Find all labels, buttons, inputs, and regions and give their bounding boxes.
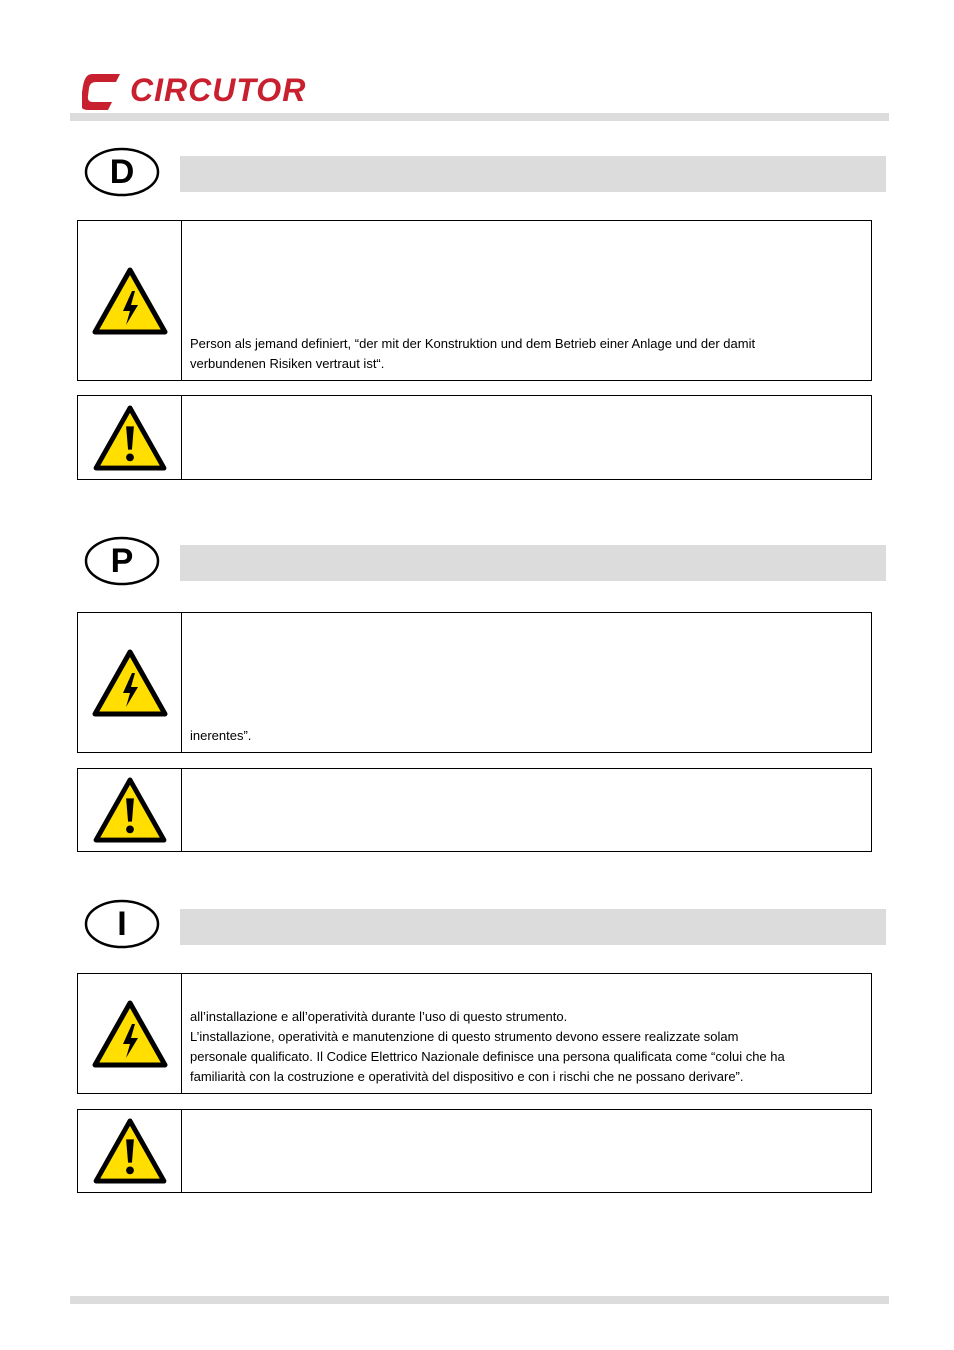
country-badge-d (84, 147, 160, 197)
country-code: D (109, 153, 135, 191)
warning-icon-cell (78, 974, 182, 1093)
warning-icon-cell (78, 396, 182, 479)
electrical-hazard-icon (92, 1000, 168, 1068)
country-badge-p (84, 536, 160, 586)
warning-icon-cell (78, 1110, 182, 1192)
warning-text-line: familiarità con la costruzione e operatività del dispositivo e con i rischi che ne possano derivare”. (190, 1069, 744, 1084)
warning-icon-cell (78, 769, 182, 851)
section-heading-bar (180, 156, 886, 192)
warning-text (190, 1007, 863, 1087)
warning-box-electrical (77, 220, 872, 381)
warning-icon-cell (78, 613, 182, 752)
warning-box-caution (77, 768, 872, 852)
warning-text-line: L’installazione, operatività e manutenzione di questo strumento devono essere realizzate solam (190, 1029, 739, 1044)
brand-name: CIRCUTOR (130, 72, 307, 108)
warning-box-electrical (77, 612, 872, 753)
header-rule (70, 113, 889, 121)
caution-icon (93, 777, 167, 843)
warning-text (190, 726, 863, 746)
warning-text-line: Person als jemand definiert, “der mit der Konstruktion und dem Betrieb einer Anlage und der damit (190, 336, 756, 351)
electrical-hazard-icon (92, 267, 168, 335)
caution-icon (93, 1118, 167, 1184)
warning-box-caution (77, 1109, 872, 1193)
warning-text (190, 334, 863, 374)
footer-rule (70, 1296, 889, 1304)
electrical-hazard-icon (92, 649, 168, 717)
warning-text-line: all’installazione e all’operatività durante l’uso di questo strumento. (190, 1009, 568, 1024)
warning-text-line: personale qualificato. Il Codice Elettrico Nazionale definisce una persona qualificata come “colui che ha (190, 1049, 785, 1064)
warning-text-line: verbundenen Risiken vertraut ist“. (190, 356, 385, 371)
section-heading-bar (180, 545, 886, 581)
country-badge-i (84, 899, 160, 949)
country-code: P (110, 542, 134, 580)
warning-box-electrical (77, 973, 872, 1094)
circutor-logo (82, 70, 312, 112)
warning-box-caution (77, 395, 872, 480)
country-code: I (117, 905, 127, 943)
circutor-logo-mark (82, 70, 126, 112)
section-heading-bar (180, 909, 886, 945)
caution-icon (93, 405, 167, 471)
warning-icon-cell (78, 221, 182, 380)
warning-text-line: inerentes”. (190, 728, 252, 743)
